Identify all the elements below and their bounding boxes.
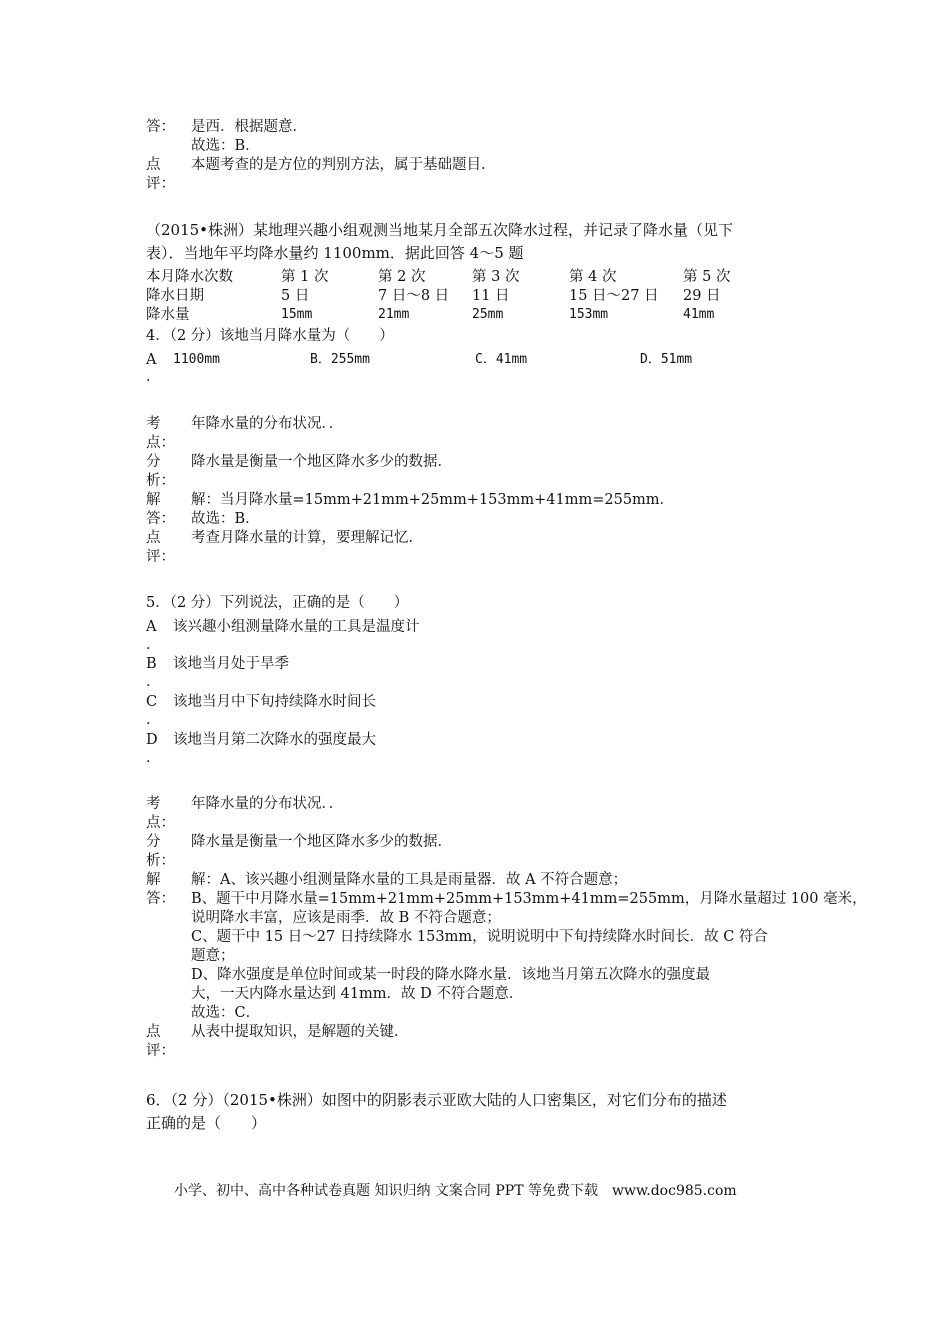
solution-label: 答： bbox=[146, 511, 175, 527]
option-c: 该地当月中下旬持续降水时间长 bbox=[173, 694, 376, 710]
knowledge-point-label: 点： bbox=[146, 435, 175, 451]
option-letter: D bbox=[146, 732, 158, 748]
comment-label: 点 bbox=[146, 530, 161, 546]
comment-text: 考查月降水量的计算，要理解记忆． bbox=[191, 530, 423, 546]
comment-label: 点 bbox=[146, 1024, 161, 1040]
comment-label: 评： bbox=[146, 549, 175, 565]
solution-line: 解：当月降水量=15mm+21mm+25mm+153mm+41mm=255mm． bbox=[191, 492, 675, 508]
table-cell: 21mm bbox=[378, 307, 410, 322]
comment-text: 本题考查的是方位的判别方法，属于基础题目． bbox=[191, 157, 496, 173]
solution-line: C、题干中 15 日～27 日持续降水 153mm，说明说明中下旬持续降水时间长．故 C 符合 bbox=[191, 929, 768, 945]
solution-label: 解 bbox=[146, 492, 161, 508]
solution-line: 故选：C． bbox=[191, 1005, 261, 1021]
option-dot: ． bbox=[146, 369, 161, 385]
analysis: 降水量是衡量一个地区降水多少的数据． bbox=[191, 834, 452, 850]
solution-line: 说明降水丰富，应该是雨季．故 B 不符合题意； bbox=[191, 910, 501, 926]
solution-line: 大，一天内降水量达到 41mm．故 D 不符合题意． bbox=[191, 986, 524, 1002]
analysis: 降水量是衡量一个地区降水多少的数据． bbox=[191, 454, 452, 470]
table-cell: 降水日期 bbox=[146, 288, 204, 304]
comment-label: 点 bbox=[146, 157, 161, 173]
knowledge-point-label: 考 bbox=[146, 796, 161, 812]
question-stem: 正确的是（ ） bbox=[146, 1114, 267, 1132]
comment-label: 评： bbox=[146, 176, 175, 192]
option-letter: A bbox=[146, 619, 157, 635]
option-dot: ． bbox=[146, 750, 161, 766]
solution-label: 解 bbox=[146, 872, 161, 888]
option-dot: ． bbox=[146, 674, 161, 690]
analysis-label: 分 bbox=[146, 454, 161, 470]
table-header-cell: 第 1 次 bbox=[281, 269, 329, 285]
table-header-cell: 第 3 次 bbox=[472, 269, 520, 285]
answer-text: 故选：B． bbox=[191, 138, 260, 154]
table-cell: 5 日 bbox=[281, 288, 310, 304]
option-b: 该地当月处于旱季 bbox=[173, 656, 289, 672]
option-a: 1100mm bbox=[173, 352, 220, 367]
question-stem: 4．（2 分）该地当月降水量为（ ） bbox=[146, 328, 394, 344]
option-letter: B bbox=[146, 656, 157, 672]
option-b: B．255mm bbox=[310, 352, 370, 367]
solution-line: B、题干中月降水量=15mm+21mm+25mm+153mm+41mm=255mm，月降水量超过 100 毫米， bbox=[191, 891, 867, 907]
analysis-label: 析： bbox=[146, 853, 175, 869]
table-header-cell: 第 2 次 bbox=[378, 269, 426, 285]
table-cell: 25mm bbox=[472, 307, 504, 322]
table-cell: 7 日～8 日 bbox=[378, 288, 450, 304]
intro-line: （2015•株洲）某地理兴趣小组观测当地某月全部五次降水过程，并记录了降水量（见下 bbox=[146, 221, 734, 239]
table-cell: 41mm bbox=[683, 307, 715, 322]
option-dot: ． bbox=[146, 712, 161, 728]
option-letter: A bbox=[146, 352, 157, 368]
answer-text: 是西．根据题意． bbox=[191, 119, 307, 135]
table-cell: 11 日 bbox=[472, 288, 510, 304]
analysis-label: 分 bbox=[146, 834, 161, 850]
option-letter: C bbox=[146, 694, 158, 710]
table-header-cell: 第 5 次 bbox=[683, 269, 731, 285]
option-c: C．41mm bbox=[475, 352, 528, 367]
page-footer: 小学、初中、高中各种试卷真题 知识归纳 文案合同 PPT 等免费下载 www.doc985.com bbox=[174, 1183, 737, 1199]
comment-label: 评： bbox=[146, 1043, 175, 1059]
table-cell: 29 日 bbox=[683, 288, 721, 304]
solution-line: D、降水强度是单位时间或某一时段的降水降水量．该地当月第五次降水的强度最 bbox=[191, 967, 711, 983]
table-cell: 15mm bbox=[281, 307, 313, 322]
question-stem: 5．（2 分）下列说法，正确的是（ ） bbox=[146, 595, 409, 611]
answer-label: 答： bbox=[146, 119, 175, 135]
solution-label: 答： bbox=[146, 891, 175, 907]
solution-line: 故选：B． bbox=[191, 511, 260, 527]
table-cell: 15 日～27 日 bbox=[569, 288, 659, 304]
question-stem: 6．（2 分）（2015•株洲）如图中的阴影表示亚欧大陆的人口密集区，对它们分布的描述 bbox=[146, 1091, 727, 1109]
table-header-cell: 本月降水次数 bbox=[146, 269, 233, 285]
knowledge-point-label: 考 bbox=[146, 416, 161, 432]
table-cell: 153mm bbox=[569, 307, 609, 322]
analysis-label: 析： bbox=[146, 473, 175, 489]
table-header-cell: 第 4 次 bbox=[569, 269, 617, 285]
knowledge-point-label: 点： bbox=[146, 815, 175, 831]
option-d: D．51mm bbox=[640, 352, 693, 367]
knowledge-point: 年降水量的分布状况．． bbox=[191, 416, 344, 432]
option-d: 该地当月第二次降水的强度最大 bbox=[173, 732, 376, 748]
option-dot: ． bbox=[146, 637, 161, 653]
solution-line: 题意； bbox=[191, 948, 235, 964]
comment-text: 从表中提取知识，是解题的关键． bbox=[191, 1024, 409, 1040]
solution-line: 解：A、该兴趣小组测量降水量的工具是雨量器．故 A 不符合题意； bbox=[191, 872, 628, 888]
knowledge-point: 年降水量的分布状况．． bbox=[191, 796, 344, 812]
option-a: 该兴趣小组测量降水量的工具是温度计 bbox=[173, 619, 420, 635]
table-cell: 降水量 bbox=[146, 307, 190, 323]
intro-line: 表）．当地年平均降水量约 1100mm．据此回答 4～5 题 bbox=[146, 244, 524, 262]
